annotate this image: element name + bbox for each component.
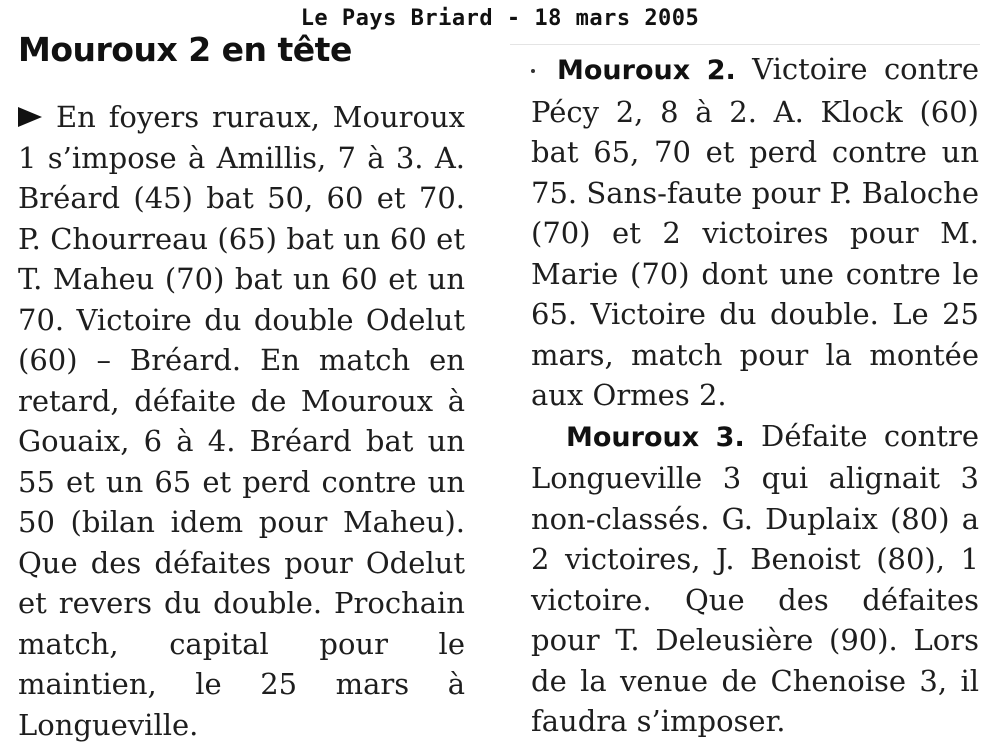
paragraph-mouroux-2 [531,49,979,416]
paragraph-text: Victoire contre Pécy 2, 8 à 2. A. Klock (60) bat 65, 70 et perd contre un 75. Sans-faute pour P. Baloche (70) et 2 victoires pour M. Marie (70) dont une contre le 65. Victoire du double. Le 25 mars, match pour la montée aux Ormes 2. [531,52,980,412]
publication-header: Le Pays Briard - 18 mars 2005 [300,6,700,31]
paragraph-text: Défaite contre Longueville 3 qui alignait 3 non-classés. G. Duplaix (80) a 2 victoires, J. Benoist (80), 1 victoire. Que des défaites pour T. Deleusière (90). Lors de la venue de Chenoise 3, il faudra s’imposer. [531,418,979,738]
paragraph-foyers-ruraux [18,97,465,745]
paragraph-lead: Mouroux 3. [566,421,745,453]
dot-marker-icon [531,69,535,73]
right-column [531,49,979,742]
article-headline: Mouroux 2 en tête [18,30,352,69]
paragraph-lead: Mouroux 2. [557,55,736,86]
arrow-bullet-icon [18,107,42,127]
divider [510,44,980,45]
paragraph-mouroux-3 [531,416,979,742]
paragraph-text: En foyers ruraux, Mouroux 1 s’impose à Amillis, 7 à 3. A. Bréard (45) bat 50, 60 et 70. P. Chourreau (65) bat un 60 et T. Maheu (70) bat un 60 et un 70. Victoire du double Odelut (60) – Bréard. En match en retard, défaite de Mouroux à Gouaix, 6 à 4. Bréard bat un 55 et un 65 et perd contre un 50 (bilan idem pour Maheu). Que des défaites pour Odelut et revers du double. Prochain match, capital pour le maintien, le 25 mars à Longueville. [18,100,465,742]
left-column [18,97,465,745]
